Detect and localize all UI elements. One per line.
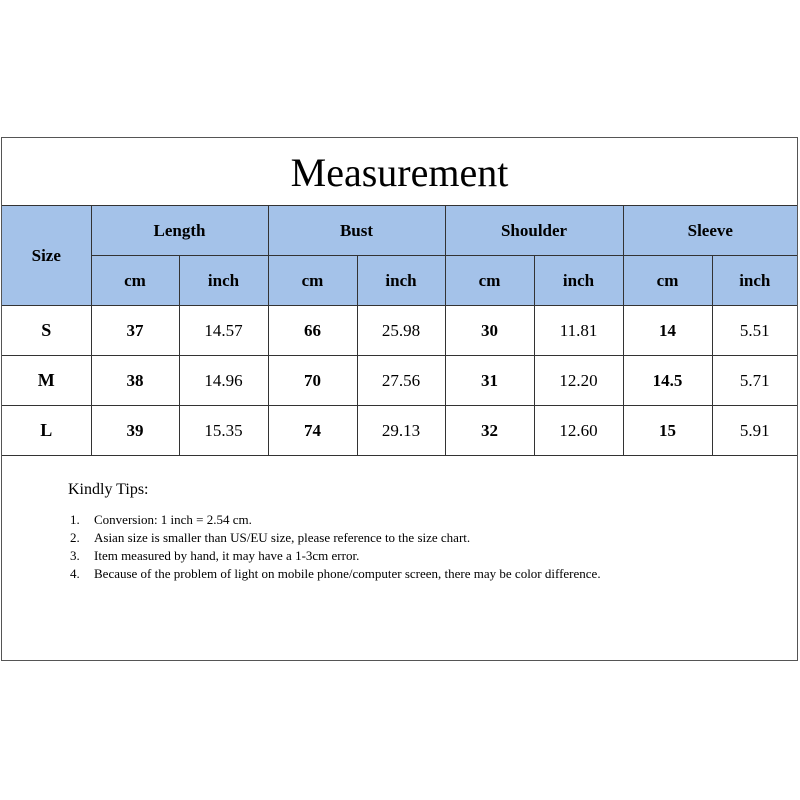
table-cell: 5.51 bbox=[712, 306, 797, 356]
group-header-length: Length bbox=[91, 206, 268, 256]
size-label: S bbox=[2, 306, 91, 356]
table-row bbox=[2, 306, 797, 356]
unit-header: cm bbox=[268, 256, 357, 306]
tips-heading: Kindly Tips: bbox=[68, 481, 149, 498]
table-cell: 14.57 bbox=[179, 306, 268, 356]
table-cell: 5.91 bbox=[712, 406, 797, 456]
unit-header: inch bbox=[712, 256, 797, 306]
list-item bbox=[68, 529, 654, 547]
list-text: Conversion: 1 inch = 2.54 cm. bbox=[94, 512, 252, 527]
table-cell: 14.96 bbox=[179, 356, 268, 406]
table-cell: 14.5 bbox=[623, 356, 712, 406]
unit-header: inch bbox=[179, 256, 268, 306]
table-cell: 29.13 bbox=[357, 406, 445, 456]
table-cell: 12.20 bbox=[534, 356, 623, 406]
size-table bbox=[2, 205, 797, 456]
unit-header: cm bbox=[445, 256, 534, 306]
list-number: 3. bbox=[70, 548, 80, 563]
table-cell: 66 bbox=[268, 306, 357, 356]
table-cell: 39 bbox=[91, 406, 179, 456]
table-cell: 27.56 bbox=[357, 356, 445, 406]
list-number: 2. bbox=[70, 530, 80, 545]
size-chart-frame bbox=[1, 137, 798, 661]
table-cell: 15.35 bbox=[179, 406, 268, 456]
list-number: 4. bbox=[70, 566, 80, 581]
table-cell: 31 bbox=[445, 356, 534, 406]
table-cell: 11.81 bbox=[534, 306, 623, 356]
unit-header: inch bbox=[534, 256, 623, 306]
group-header-sleeve: Sleeve bbox=[623, 206, 797, 256]
table-row bbox=[2, 406, 797, 456]
group-header-bust: Bust bbox=[268, 206, 445, 256]
list-text: Asian size is smaller than US/EU size, please reference to the size chart. bbox=[94, 530, 471, 545]
unit-header: cm bbox=[623, 256, 712, 306]
size-label: M bbox=[2, 356, 91, 406]
table-cell: 70 bbox=[268, 356, 357, 406]
table-cell: 74 bbox=[268, 406, 357, 456]
chart-title: Measurement bbox=[290, 150, 509, 195]
table-cell: 5.71 bbox=[712, 356, 797, 406]
unit-header: inch bbox=[357, 256, 445, 306]
table-cell: 32 bbox=[445, 406, 534, 456]
table-row bbox=[2, 356, 797, 406]
tips-list bbox=[68, 511, 654, 583]
list-item bbox=[68, 547, 654, 565]
size-label: L bbox=[2, 406, 91, 456]
table-cell: 38 bbox=[91, 356, 179, 406]
table-cell: 12.60 bbox=[534, 406, 623, 456]
size-header: Size bbox=[2, 206, 91, 306]
table-cell: 14 bbox=[623, 306, 712, 356]
table-cell: 25.98 bbox=[357, 306, 445, 356]
list-item bbox=[68, 565, 654, 583]
table-cell: 37 bbox=[91, 306, 179, 356]
table-cell: 30 bbox=[445, 306, 534, 356]
table-cell: 15 bbox=[623, 406, 712, 456]
list-text: Because of the problem of light on mobile phone/computer screen, there may be color difference. bbox=[94, 566, 601, 581]
tips-section bbox=[68, 481, 654, 583]
list-item bbox=[68, 511, 654, 529]
unit-header: cm bbox=[91, 256, 179, 306]
group-header-shoulder: Shoulder bbox=[445, 206, 623, 256]
list-number: 1. bbox=[70, 512, 80, 527]
list-text: Item measured by hand, it may have a 1-3cm error. bbox=[94, 548, 360, 563]
